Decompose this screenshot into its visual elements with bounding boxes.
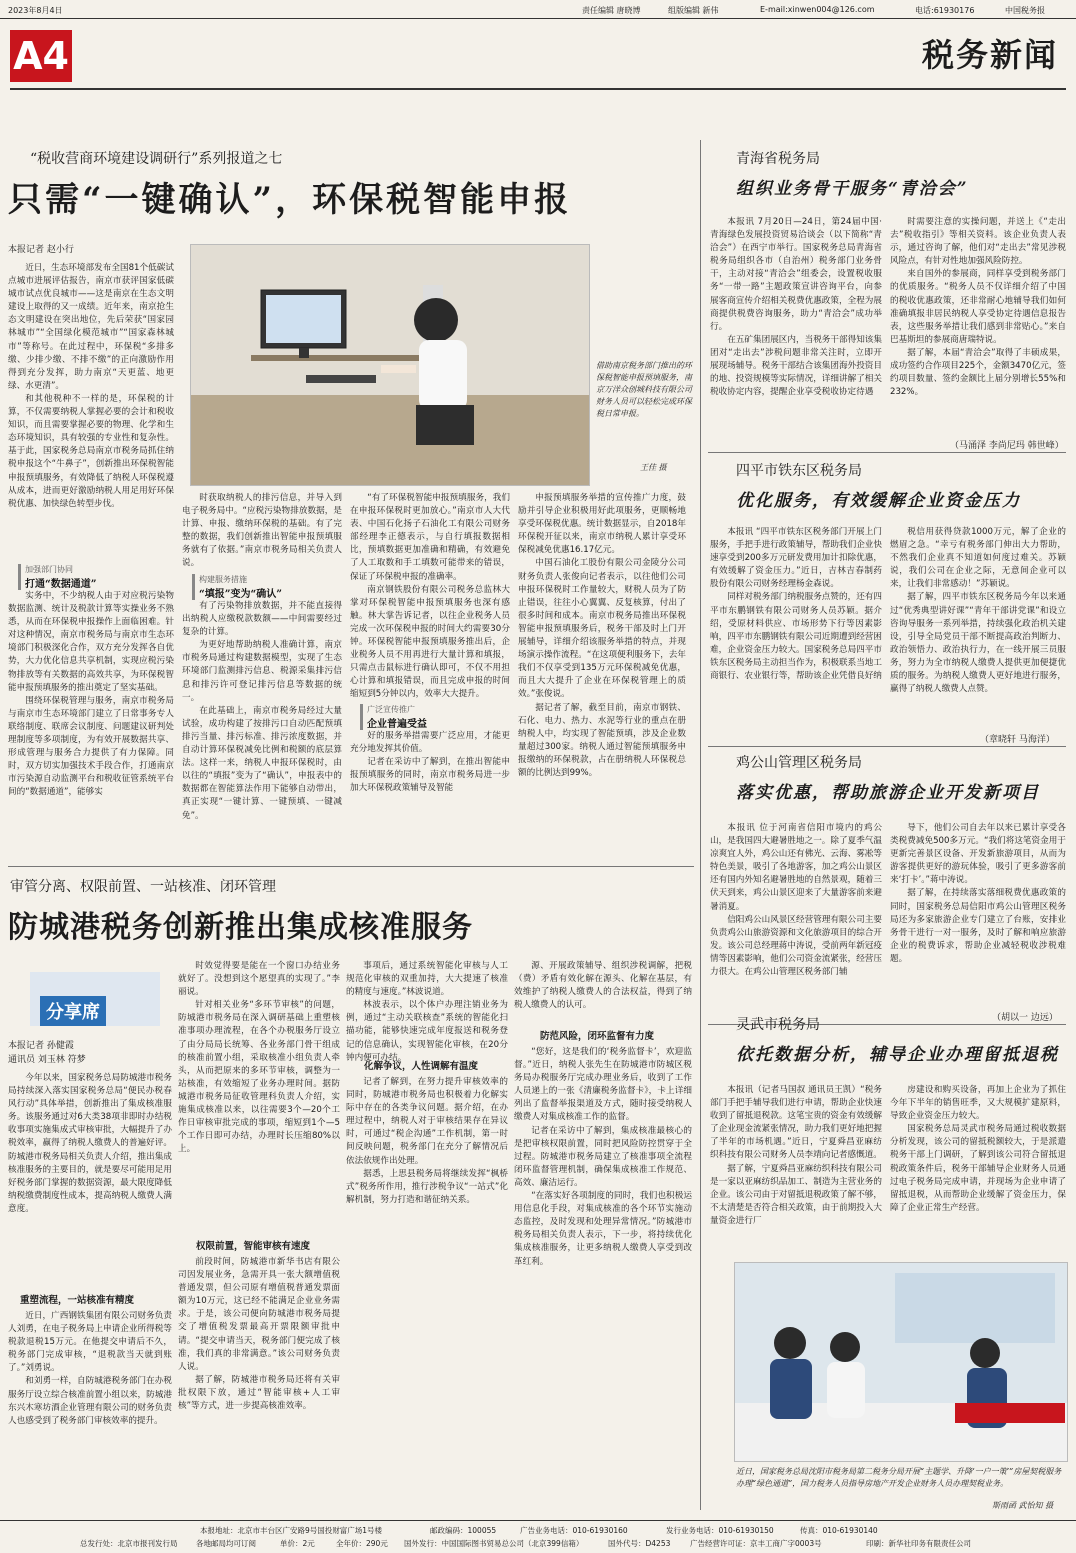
paragraph: 据了解，宁夏舜昌亚麻纺织科技有限公司是一家以亚麻纺织品加工、制造为主营业务的企业。该公司由于对留抵退税政策了解不够，不太清楚是否符合相关政策，由于前期投入大量资金进行厂	[710, 1163, 882, 1226]
main-sub3	[360, 704, 507, 730]
siping-col2	[890, 526, 1066, 728]
jigongshan-col2	[890, 822, 1066, 1008]
paragraph: 在五矿集团展区内，当税务干部得知该集团对“走出去”涉税问题非常关注时，立即开展现场辅导。税务干部结合该集团海外投资目的地、投资规模等实际情况，详细讲解了相关税收协定内容，提醒企业享受税收协定待遇	[710, 334, 882, 398]
paragraph: 近日，生态环境部发布全国81个低碳试点城市进展评估报告，南京市获评国家低碳城市试点优良城市——这是南京在生态文明建设上取得的又一成绩。近年来，南京抢生态文明建设在突出地位，先后荣获“国家园林城市”“全国绿化模范城市”“国家森林城市”等称号。在此过程中，环保税“多排多缴、少排少缴、不排不缴”的正向激励作用得到充分发挥，助力南京“天更蓝、地更绿、水更清”。	[8, 263, 174, 391]
paragraph: 中国石油化工股份有限公司金陵分公司财务负责人张俊向记者表示，以往他们公司申报环保税时工作量较大，财税人员为了防止错误，往往小心翼翼、反复核算，付出了很多时间和成本。南京市税务局推出环保税智能申报预填服务后，税务干部及时上门开展辅导，详细介绍该服务举措的特点，并现场演示操作流程。“在这项便利服务下，去年我们不仅享受到135万元环保税减免优惠，而且大大提升了企业在环保税管理上的质效。”张俊说。	[518, 558, 686, 700]
second-sub1: 重塑流程，一站核准有精度	[20, 1295, 135, 1306]
header-phone: 电话:61930176	[915, 6, 975, 15]
divider	[708, 452, 1066, 453]
footer-overseas-code: 国外代号：D4253	[608, 1539, 671, 1548]
paragraph: 时效觉得要是能在一个窗口办结业务就好了。没想到这个愿望真的实现了。”李丽说。	[178, 961, 340, 998]
paragraph: “在落实好各项制度的同时，我们也积极运用信息化手段，对集成核准的各个环节实施动态监控，及时发现和处理异常情况。”防城港市税务局相关负责人表示，下一步，将持续优化集成核准服务，让更多纳税人缴费人享受到改革红利。	[514, 1191, 692, 1267]
footer-printer: 印刷：新华社印务有限责任公司	[866, 1539, 971, 1548]
office-photo-illustration	[191, 245, 589, 485]
paragraph: 时获取纳税人的排污信息，并导入到电子税务局中。“应税污染物排放数据，是计算、申报、缴纳环保税的基础。有了完整的数据，我们创新推出智能申报预填服务就有了依据。”南京市税务局相关负责人说。	[182, 493, 342, 569]
second-sub2: 权限前置，智能审核有速度	[196, 1241, 311, 1252]
jigongshan-headline: 落实优惠，帮助旅游企业开发新项目	[736, 783, 1040, 803]
footer-dist-phone: 发行业务电话：010-61930150	[666, 1526, 774, 1535]
sub-kicker: 加强部门协同	[25, 565, 73, 574]
siping-col1	[710, 526, 882, 732]
paragraph: 源、开展政策辅导、组织涉税调解，把税（费）矛盾有效化解在源头、化解在基层，有效维护了纳税人缴费人的合法权益，得到了纳税人缴费人的认可。	[514, 961, 692, 1011]
page-header	[0, 0, 1076, 19]
second-sub4: 防范风险，闭环监督有力度	[540, 1031, 655, 1042]
second-col3b	[346, 1076, 508, 1510]
page-number: A4	[10, 30, 72, 82]
lingwu-headline: 依托数据分析，辅导企业办理留抵退税	[736, 1045, 1059, 1065]
qinghai-col1	[710, 216, 882, 440]
paragraph: 近日，广西钢铁集团有限公司财务负责人刘勇，在电子税务局上申请企业所得税等税款退税15万元。在他提交申请后不久，税务部门完成审核，“退税款当天就到账了。”刘勇说。	[8, 1311, 172, 1374]
paragraph: 信阳鸡公山风景区经营管理有限公司主要负责鸡公山旅游资源和文化旅游项目的综合开发。该公司总经理蒋中涛说，受前两年新冠疫情等因素影响，他们公司资金流紧张，经营压力很大。在鸡公山管理区税务部门辅	[710, 914, 882, 978]
paragraph: 据记者了解，截至目前，南京市钢铁、石化、电力、热力、水泥等行业的重点在册纳税人中，均实现了智能预填，涉及企业数量超过300家。纳税人通过智能预填服务申报缴纳的环保税款，占在册纳税人环保税总额的比例达到99%。	[518, 702, 686, 778]
footer-address: 本报地址：北京市丰台区广安路9号国投财富广场1号楼	[200, 1526, 383, 1535]
paragraph: 国家税务总局灵武市税务局通过税收数据分析发现，该公司的留抵税额较大，于是派遣税务干部上门调研，了解到该公司符合留抵退税政策条件后，税务干部辅导企业财务人员通过电子税务局完成申请，并现场为企业申请了留抵退税，从而帮助企业缓解了资金压力，保障了企业正常生产经营。	[890, 1124, 1066, 1213]
paragraph: 来自国外的参展商，同样享受到税务部门的优质服务。“税务人员不仅详细介绍了中国的税收优惠政策，还非常耐心地辅导我们如何准确填报非居民纳税人享受协定待遇信息报告表，这些服务举措让我们感到非常贴心。”来自巴基斯坦的参展商唐瑞特说。	[890, 269, 1066, 345]
main-photo	[190, 244, 590, 486]
paragraph: 好的服务举措需要广泛应用，才能更充分地发挥其价值。	[350, 731, 510, 755]
sub-title: 企业普遍受益	[367, 719, 427, 730]
paragraph: 有了污染物排放数据，并不能直接得出纳税人应缴税款数额——中间需要经过复杂的计算。	[182, 601, 342, 638]
main-photo-credit: 王佳 摄	[640, 463, 667, 472]
footer-annual: 全年价：290元	[336, 1539, 388, 1548]
paragraph: 和刘勇一样，自防城港税务部门在办税服务厅设立综合核准前置小组以来，防城港东兴木寒坊酒企业管理有限公司的财务负责人也感受到了税务部门审核效率的提升。	[8, 1376, 172, 1426]
lingwu-col2	[890, 1084, 1066, 1244]
main-col4	[518, 492, 686, 858]
footer-subscribe: 各地邮局均可订阅	[196, 1539, 256, 1548]
qinghai-sign: （马涌泽 李尚尼玛 韩世峰）	[950, 441, 1064, 451]
paragraph: 房建设和购买设备，再加上企业为了抓住今年下半年的销售旺季，又大规模扩建原料，导致企业资金压力较大。	[890, 1085, 1066, 1122]
siping-title: 四平市铁东区税务局	[736, 463, 862, 479]
second-col2	[178, 960, 340, 1232]
paragraph: 本报讯 位于河南省信阳市境内的鸡公山，是我国四大避暑胜地之一。除了夏季气温凉爽宜人外，鸡公山还有佛光、云海、雾凇等特色美景，吸引了各地游客，加之鸡公山景区还有国内外知名避暑胜地的自然景观，随着三伏天到来，鸡公山景区迎来了大量游客前来避暑消夏。	[710, 823, 882, 912]
second-series: 审管分离、权限前置、一站核准、闭环管理	[10, 879, 276, 895]
section-title: 税务新闻	[921, 36, 1058, 74]
paragraph: 记者在采访中了解到，在推出智能申报预填服务的同时，南京市税务局进一步加大环保税政策辅导及智能	[350, 757, 510, 794]
main-byline: 本报记者 赵小行	[8, 245, 74, 255]
paragraph: 据了解，本届“青洽会”取得了丰硕成果，成功签约合作项目225个，金额3470亿元，签约项目数量、签约金额比上届分别增长55%和232%。	[890, 347, 1066, 398]
paragraph: 据了解，防城港市税务局还将有关审批权限下放，通过“智能审核+人工审核”等方式，进一步提高核准效率。	[178, 1374, 340, 1412]
paragraph: 税信用获得贷款1000万元，解了企业的燃眉之急。“幸亏有税务部门伸出大力帮助，不然我们企业真不知道如何度过难关。苏颖说，我们公司在企业之际，无意间企业可以来，让我们非常感动！”苏颖说。	[890, 527, 1066, 590]
qinghai-title: 青海省税务局	[736, 151, 820, 167]
paragraph: 导下，他们公司自去年以来已累计享受各类税费减免500多万元。“我们将这笔资金用于更新完善景区设备、开发新旅游项目，从而为游客提供更好的游玩体验，吸引了更多游客前来‘打卡’。”蒋中涛说。	[890, 823, 1066, 886]
paragraph: 本报讯 7月20日—24日，第24届中国·青海绿色发展投资贸易洽谈会（以下简称“青洽会”）在西宁市举行。国家税务总局青海省税务局组织各市（自治州）税务部门业务骨干，主动对接“青洽会”组委会，设置税收服务“一带一路”主题政策宣讲咨询平台，向参展客商宣传介绍相关税费优惠政策，全程为展商提供税费咨询服务，助力“青洽会”成功举行。	[710, 217, 882, 332]
paragraph: 同样对税务部门纳税服务点赞的，还有四平市东鹏钢铁有限公司财务人员苏颖。据介绍，受原材料供应、市场形势下行等因素影响，四平市东鹏钢铁有限公司近期遭到经营困难，企业资金压力较大。国家税务总局四平市铁东区税务局主动担当作为，积极联系当地工商银行、农业银行等，帮助该企业凭借良好纳	[710, 592, 882, 682]
header-editor: 责任编辑 唐晓博	[582, 6, 641, 15]
second-col3	[346, 960, 508, 1063]
main-title: 只需“一键确认”，环保税智能申报	[8, 180, 572, 220]
column-divider	[700, 140, 701, 1510]
main-sub1	[18, 564, 175, 590]
paragraph: 据悉，上思县税务局将继续发挥“枫桥式”税务所作用，推行涉税争议“一站式”化解机制，努力打造和谐征纳关系。	[346, 1168, 508, 1205]
second-col4	[514, 960, 692, 1022]
second-col2b	[178, 1256, 340, 1510]
main-photo-caption: 借助南京税务部门推出的环保税智能申报预填服务，南京万洋众创城科技有限公司财务人员可以轻松完成环保税日常申报。	[596, 361, 692, 418]
qinghai-col2	[890, 216, 1066, 436]
paragraph: 南京钢铁股份有限公司税务总监林大掌对环保税智能申报预填服务也深有感触。林大掌告诉记者，以往企业税务人员完成一次环保税申报的时间大约需要30分钟。环保税智能申报预填服务推出后，企业税务人员不用再进行大量计算和填报，只需点击鼠标进行确认即可，不仅不用担心计算和填报错误，而且完成申报的时间缩短到5分钟以内，效率大大提升。	[350, 584, 510, 700]
main-col2b	[182, 600, 342, 858]
paragraph: 实务中，不少纳税人由于对应税污染物数据监测、统计及税款计算等实操业务不熟悉，从而在环保税申报操作上面临困难。针对这种情况，南京市税务局与南京市生态环境部门积极深化合作，双方充分发挥各自优势，大力优化信息共享机制，实现应税污染物排放等有关数据的高效共享，为环保税智能申报预填服务的推出奠定了坚实基础。	[8, 591, 174, 693]
paragraph: 记者在采访中了解到，集成核准最核心的是把审核权限前置，同时把风险防控贯穿于全过程。防城港市税务局建立了核准事项全流程闭环监督管理机制，确保集成核准工作规范、高效、廉洁运行。	[514, 1125, 692, 1188]
paragraph: 据了解，四平市铁东区税务局今年以来通过“优秀典型讲好课”“青年干部讲党课”和设立咨询导服务一系列举措，持续强化政治机关建设，引导全局党员干部不断提高政治判断力、政治领悟力、政治执行力，在一线开展三员服务，努力为全市纳税人缴费人提供更加便捷优质的服务。为纳税人缴费人更好地进行服务，赢得了纳税人缴费人点赞。	[890, 592, 1066, 695]
second-col4b	[514, 1046, 692, 1510]
paragraph: 时需要注意的实操问题，并送上《“走出去”税收指引》等相关资料。该企业负责人表示，通过咨询了解，他们对“走出去”常见涉税风险点，有针对性地加强风险防控。	[890, 217, 1066, 267]
paragraph: 据了解，在持续落实落细税费优惠政策的同时，国家税务总局信阳市鸡公山管理区税务局还为多家旅游企业专门建立了台账，安排业务骨干进行一对一服务，及时了解和响应旅游企业的税费诉求，帮助企业减轻税收涉税难题。	[890, 888, 1066, 964]
second-byline2: 通讯员 刘玉林 符梦	[8, 1055, 86, 1065]
top-rule	[10, 88, 1066, 90]
paragraph: 为更好地帮助纳税人准确计算，南京市税务局通过构建数据模型，实现了生态环境部门监测排污信息、税源采集排污信息和排污许可登记排污信息等数据的统一。	[182, 640, 342, 703]
paragraph: 今年以来，国家税务总局防城港市税务局持续深入落实国家税务总局“便民办税春风行动”具体举措，创新推出了集成核准服务。该服务通过对6大类38项非即时办结税收事项实施集成式审核审批，大幅提升了办税效率，赢得了纳税人缴费人的普遍好评。防城港市税务局相关负责人介绍，推出集成核准服务的主要目的，就是要尽可能用足用好税务部门掌握的数据资源，最大限度降低纳税缴费制度性成本，提高纳税人缴费人满意度。	[8, 1073, 172, 1214]
jigongshan-col1	[710, 822, 882, 1012]
jigongshan-title: 鸡公山管理区税务局	[736, 755, 862, 771]
share-badge-label: 分享席	[40, 996, 106, 1026]
paragraph: 申报预填服务举措的宣传推广力度，鼓励并引导企业积极用好此项服务，更顺畅地享受环保税优惠。统计数据显示，自2018年环保税开征以来，南京市纳税人累计享受环保税减免优惠16.17亿元。	[518, 493, 686, 556]
footer-price: 单价：2元	[280, 1539, 315, 1548]
paragraph: “有了环保税智能申报预填服务，我们在申报环保税时更加放心。”南京市人大代表、中国石化扬子石油化工有限公司财务部经理李正德表示，与自行填报数据相比，预填数据更加准确和精确，有效避免了人工取数和手工填数可能带来的错误，保证了环保税申报的准确率。	[350, 493, 510, 582]
main-col2	[182, 492, 342, 568]
sub-kicker: 广泛宣传推广	[367, 705, 415, 714]
service-hall-illustration	[735, 1263, 1067, 1461]
footer-ad-phone: 广告业务电话：010-61930160	[520, 1526, 628, 1535]
main-col1b	[8, 590, 174, 858]
lingwu-photo-credit: 斯雨函 武怡知 摄	[992, 1501, 1054, 1510]
share-badge	[30, 972, 160, 1026]
lingwu-photo	[734, 1262, 1068, 1462]
second-col1b	[8, 1310, 172, 1510]
paragraph: 和其他税种不一样的是，环保税的计算，不仅需要纳税人掌握必要的会计和税收知识，而且需要掌握必要的物理、化学和生态环境知识，具有较强的专业性和复杂性。基于此，国家税务总局南京市税务局抓住纳税申报这个“牛鼻子”，创新推出环保税智能申报预填服务，有效降低了纳税人环保税遵从成本，进而更好激励纳税人用足用好环保税优惠、加快绿色转型步伐。	[8, 393, 174, 509]
paragraph: 围绕环保税管理与服务，南京市税务局与南京市生态环境部门建立了日常事务专人联络制度、联席会议制度、问题建议研判处理制度等多项制度，为有效开展数据共享、形成管理与服务合力提供了有力保障。同时，双方切实加强技术手段合作，打通南京市污染源自动监测平台和税收征管系统平台间的“数据通道”，能够实	[8, 695, 174, 798]
second-sub3: 化解争议，人性调解有温度	[364, 1061, 479, 1072]
paragraph: “您好，这是我们的‘税务监督卡’，欢迎监督。”近日，纳税人张先生在防城港市防城区税务局办税服务厅完成办理业务后，收到了工作人员递上的一张《清廉税务监督卡》，卡上详细列出了监督举报渠道及方式，随时接受纳税人缴费人对集成核准工作的监督。	[514, 1047, 692, 1123]
lingwu-photo-caption: 近日，国家税务总局沈阳市税务局第二税务分局开展“主题学、升降‘一户一策’”房屋契税服务办理“绿色通道”，国力税务人员指导房地产开发企业财务人员办理契税业务。	[736, 1467, 1062, 1488]
main-sub2	[192, 574, 339, 600]
qinghai-headline: 组织业务骨干服务“青洽会”	[736, 179, 969, 199]
paragraph: 本报讯 “四平市铁东区税务部门开展上门服务，手把手进行政策辅导，帮助我们企业快速享受到200多万元研发费用加计扣除优惠，有效缓解了资金压力。”近日，吉林吉春制药股份有限公司财务经理杨金森说。	[710, 527, 882, 590]
main-series: “税收营商环境建设调研行”系列报道之七	[30, 151, 283, 167]
header-layout: 组版编辑 新伟	[668, 6, 719, 15]
main-col1	[8, 262, 174, 562]
footer-fax: 传真：010-61930140	[800, 1526, 878, 1535]
footer-overseas: 国外发行：中国国际图书贸易总公司（北京399信箱）	[404, 1539, 584, 1548]
main-col3b	[350, 730, 510, 858]
lingwu-col1	[710, 1084, 882, 1244]
divider	[708, 746, 1066, 747]
second-title: 防城港税务创新推出集成核准服务	[8, 910, 473, 945]
paragraph: 在此基础上，南京市税务局经过大量试验，成功构建了按排污口自动匹配预填排污当量、排污标准、排污浓度数据，并自动计算环保税减免比例和税额的底层算法。这样一来，纳税人申报环保税时，由以往的“填报”变为了“确认”，申报表中的数据都在智能算法作用下能够自动带出，真正实现“一键计算、一键预填、一键减免”。	[182, 705, 342, 821]
siping-sign: （章晓轩 马海洋）	[980, 735, 1055, 745]
paragraph: 记者了解到，在努力提升审核效率的同时，防城港市税务局也积极着力化解实际中存在的各类争议问题。据介绍，在办理过程中，纳税人对于审核结果存在异议时，可通过“税企沟通”工作机制，第一时间反映问题，税务部门在充分了解情况后依法依规作出处理。	[346, 1077, 508, 1166]
second-byline1: 本报记者 孙健霞	[8, 1041, 74, 1051]
footer-license: 广告经营许可证：京丰工商广字0003号	[690, 1539, 822, 1548]
header-paper: 中国税务报	[1005, 6, 1045, 15]
header-date: 2023年8月4日	[8, 6, 63, 15]
footer-postcode: 邮政编码：100055	[430, 1526, 497, 1535]
sub-title: “填报”变为“确认”	[199, 589, 283, 600]
paragraph: 林波表示，以个体户办理注销业务为例，通过“主动关联核查”系统的智能化扫描功能，能够快速完成年度报送和税务登记的信息确认，实现智能化审核，在20分钟内便可办结。	[346, 1000, 508, 1063]
paragraph: 本报讯（记者马国叔 通讯员王凯）“税务部门手把手辅导我们进行申请，帮助企业快速收到了留抵退税款。这笔宝贵的资金有效缓解了企业现金流紧张情况，助力我们更好地把握了半年的市场机遇。”近日，宁夏舜昌亚麻纺织科技有限公司财务人员李靖向记者感慨道。	[710, 1085, 882, 1161]
header-email: E-mail:xinwen004@126.com	[760, 5, 875, 14]
second-col1	[8, 1072, 172, 1282]
section-divider	[8, 866, 694, 867]
sub-kicker: 构建服务措施	[199, 575, 247, 584]
paragraph: 针对相关业务“多环节审核”的问题，防城港市税务局在深入调研基础上重塑核准事项办理流程，在各个办税服务厅设立了由分局局长统筹、各业务部门骨干组成的核准前置小组，采取核准小组负责人牵头，从而把原来的多环节审核，调整为一站核准，有效缩短了业务办理时间。据防城港市税务局征收管理科负责人介绍，实施集成核准以来，以往需要3个—20个工作日审核审批完成的事项，缩短到1个—5个工作日即可办结，办理时长压缩80%以上。	[178, 1000, 340, 1155]
siping-headline: 优化服务，有效缓解企业资金压力	[736, 491, 1021, 511]
main-col3	[350, 492, 510, 700]
jigongshan-sign: （胡以一 边远）	[992, 1013, 1058, 1023]
lingwu-title: 灵武市税务局	[736, 1017, 820, 1033]
paragraph: 事项后，通过系统智能化审核与人工规范化审核的双重加持，大大提速了核准的精度与速度。”林波说道。	[346, 961, 508, 998]
sub-title: 打通“数据通道”	[25, 579, 97, 590]
paragraph: 前段时间，防城港市新华书店有限公司因发展业务，急需开具一张大额增值税普通发票，但公司原有增值税普通发票面额为10万元，这已经不能满足企业业务需求。于是，该公司便向防城港市税务局提交了增值税发票最高开票限额审批申请。“提交申请当天，税务部门便完成了核准，我们真的非常满意。”该公司财务负责人说。	[178, 1257, 340, 1372]
page-footer	[0, 1520, 1076, 1553]
footer-distributor: 总发行处：北京市报刊发行局	[80, 1539, 178, 1548]
